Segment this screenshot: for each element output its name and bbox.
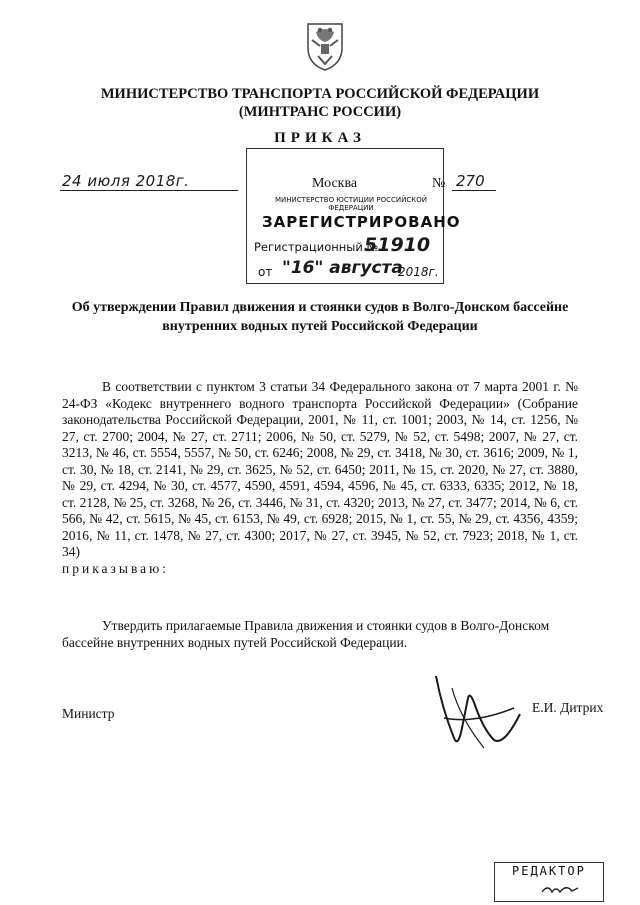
- stamp-ministry-of-justice: МИНИСТЕРСТВО ЮСТИЦИИ РОССИЙСКОЙ ФЕДЕРАЦИИ: [275, 196, 427, 212]
- stamp-reg-number-label: Регистрационный №: [254, 240, 379, 254]
- editor-initials: [540, 882, 580, 896]
- date-underline: [60, 190, 238, 191]
- number-underline: [452, 190, 496, 191]
- decision-paragraph: Утвердить прилагаемые Правила движения и стоянки судов в Волго-Донском бассейне внутренних водных путей Российской Федерации.: [62, 618, 550, 650]
- order-number: 270: [456, 172, 485, 190]
- stamp-date-label: от: [258, 265, 273, 279]
- stamp-registered-label: ЗАРЕГИСТРИРОВАНО: [262, 213, 461, 231]
- preamble-paragraph: В соответствии с пунктом 3 статьи 34 Федерального закона от 7 марта 2001 г. № 24-ФЗ «Кодекс внутреннего водного транспорта Российской Федерации» (Собрание законодательства Российской Федерации, 2001, № 11, ст. 1001; 2003, № 14, ст. 1256, № 27, ст. 2700; 2004, № 27, ст. 2711; 2006, № 50, ст. 5279, № 52, ст. 5498; 2007, № 27, ст. 3213, № 46, ст. 5554, 5557, № 50, ст. 6246; 2008, № 29, ст. 3418, № 30, ст. 3616; 2009, № 1, ст. 30, № 18, ст. 2141, № 29, ст. 3625, № 52, ст. 6450; 2011, № 15, ст. 2020, № 27, ст. 3880, № 29, ст. 4294, № 30, ст. 4577, 4590, 4591, 4594, 4596, № 45, ст. 6333, 6335; 2012, № 18, ст. 2128, № 25, ст. 3268, № 26, ст. 3446, № 31, ст. 4320; 2013, № 27, ст. 3477; 2014, № 6, ст. 566, № 42, ст. 5615, № 45, ст. 6153, № 49, ст. 6928; 2015, № 1, ст. 55, № 29, ст. 4356, 4359; 2016, № 11, ст. 1478, № 27, ст. 4300; 2017, № 27, ст. 3945, № 52, ст. 7923; 2018, № 1, ст. 34): [62, 379, 578, 559]
- ministry-short-name: (МИНТРАНС РОССИИ): [238, 104, 402, 120]
- stamp-reg-number: 51910: [364, 234, 431, 256]
- order-date: 24 июля 2018г.: [62, 172, 190, 190]
- number-sign: №: [432, 176, 446, 191]
- signatory-name: Е.И. Дитрих: [532, 700, 604, 715]
- order-word: приказываю:: [62, 561, 169, 576]
- stamp-date: "16" августа: [282, 258, 403, 278]
- russian-coat-of-arms-icon: [302, 18, 348, 72]
- ministry-name: МИНИСТЕРСТВО ТРАНСПОРТА РОССИЙСКОЙ ФЕДЕРАЦИИ: [100, 86, 540, 102]
- editor-stamp-label: РЕДАКТОР: [512, 864, 586, 878]
- city: Москва: [312, 176, 358, 191]
- signatory-position: Министр: [62, 706, 115, 721]
- handwritten-signature: [424, 668, 544, 758]
- document-subject: Об утверждении Правил движения и стоянки судов в Волго-Донском бассейне внутренних водных путей Российской Федерации: [71, 300, 569, 334]
- stamp-year: 2018г.: [398, 265, 439, 279]
- document-title: ПРИКАЗ: [274, 130, 366, 146]
